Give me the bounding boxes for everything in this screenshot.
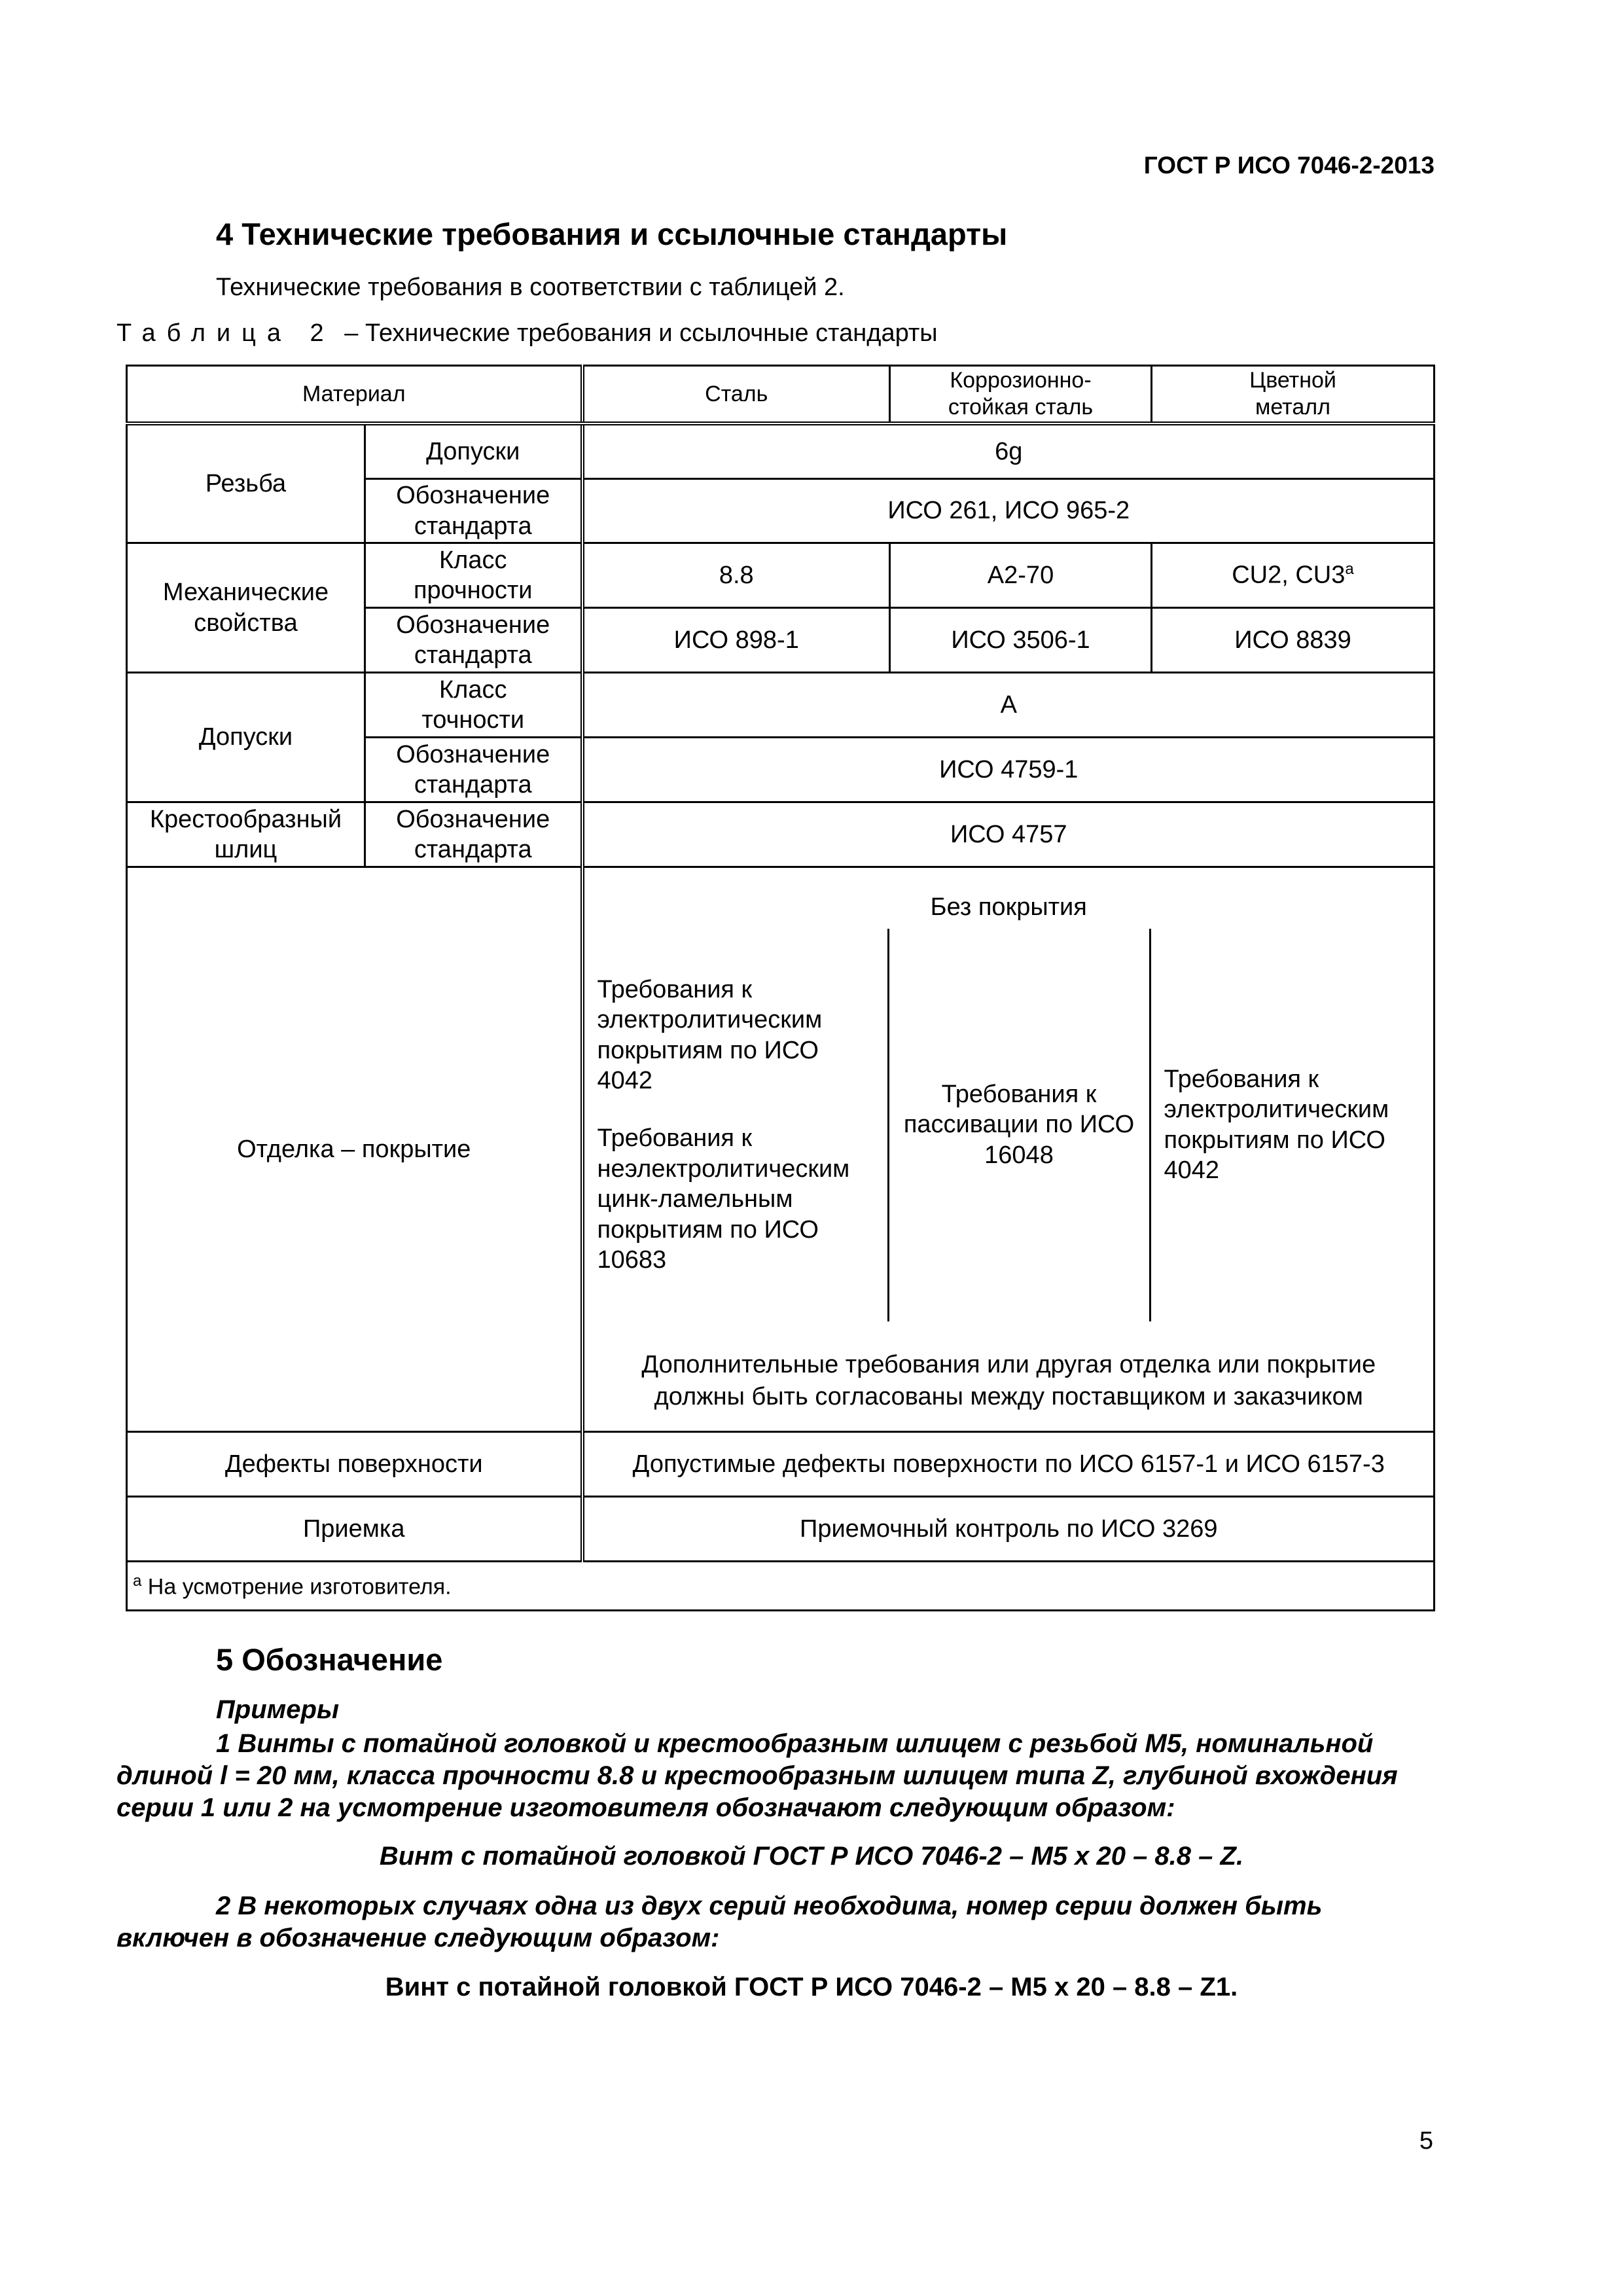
thread-standard-label: Обозначение стандарта bbox=[365, 479, 582, 543]
example-2-text: 2 В некоторых случаях одна из двух серий необходима, номер серии должен быть включен в обозначение следующим образом: bbox=[116, 1892, 1323, 1952]
recess-standard-value: ИСО 4757 bbox=[582, 802, 1435, 867]
mech-standard-label: Обозначение стандарта bbox=[365, 608, 582, 673]
example-1-text: 1 Винты с потайной головкой и крестообразным шлицем с резьбой М5, номинальной длиной l = 20 мм, класса прочности 8.8 и крестообразным шлицем типа Z, глубиной вхождения серии 1 или 2 на усмотрение изготовителя обозначают следующим образом: bbox=[116, 1729, 1398, 1822]
table-row bbox=[127, 867, 1435, 1432]
example-2-designation: Винт с потайной головкой ГОСТ Р ИСО 7046-2 – М5 х 20 – 8.8 – Z1. bbox=[385, 1973, 1238, 2001]
mech-standard-stainless: ИСО 3506-1 bbox=[890, 608, 1152, 673]
finish-columns bbox=[584, 929, 1434, 1321]
defects-label: Дефекты поверхности bbox=[127, 1432, 582, 1497]
thread-tolerance-value: 6g bbox=[582, 423, 1435, 479]
mech-class-steel: 8.8 bbox=[582, 543, 890, 608]
table-caption-text: – Технические требования и ссылочные стандарты bbox=[344, 319, 938, 347]
footnote-ref: а bbox=[1345, 560, 1354, 579]
finish-note: Дополнительные требования или другая отделка или покрытие должны быть согласованы между поставщиком и заказчиком bbox=[641, 1350, 1376, 1410]
defects-value: Допустимые дефекты поверхности по ИСО 6157-1 и ИСО 6157-3 bbox=[582, 1432, 1435, 1497]
finish-no-coating: Без покрытия bbox=[930, 893, 1087, 921]
mech-class-label: Класс прочности bbox=[365, 543, 582, 608]
finish-stainless: Требования к пассивации по ИСО 16048 bbox=[889, 929, 1151, 1321]
section-5-title: 5 Обозначение bbox=[216, 1642, 443, 1677]
table-row bbox=[127, 673, 1435, 738]
table-row bbox=[127, 1432, 1435, 1497]
thread-tolerance-label: Допуски bbox=[365, 423, 582, 479]
examples-label: Примеры bbox=[216, 1695, 340, 1724]
table-footnote-row bbox=[127, 1562, 1435, 1611]
mech-class-nonferrous: CU2, $CU3^а$ bbox=[1152, 543, 1435, 608]
finish-steel bbox=[584, 929, 889, 1321]
finish-steel-electrolytic: Требования к электролитическим покрытиям по ИСО 4042 bbox=[597, 975, 823, 1095]
section-4-title: 4 Технические требования и ссылочные стандарты bbox=[216, 217, 1008, 251]
section-4-intro: Технические требования в соответствии с таблицей 2. bbox=[216, 274, 845, 301]
mech-group-label: Механические свойства bbox=[127, 543, 365, 673]
thread-standard-value: ИСО 261, ИСО 965-2 bbox=[582, 479, 1435, 543]
page-number: 5 bbox=[1419, 2127, 1433, 2155]
tolerances-class-value: A bbox=[582, 673, 1435, 738]
table-header-row bbox=[127, 366, 1435, 424]
finish-label: Отделка – покрытие bbox=[127, 867, 582, 1432]
tolerances-group-label: Допуски bbox=[127, 673, 365, 802]
finish-steel-zinc-flake: Требования к неэлектролитическим цинк-ламельным покрытиям по ИСО 10683 bbox=[597, 1124, 850, 1274]
acceptance-value: Приемочный контроль по ИСО 3269 bbox=[582, 1497, 1435, 1562]
header-steel: Сталь bbox=[582, 366, 890, 424]
table-row bbox=[127, 802, 1435, 867]
table-row bbox=[127, 423, 1435, 479]
table-row bbox=[127, 1497, 1435, 1562]
finish-nonferrous: Требования к электролитическим покрытиям по ИСО 4042 bbox=[1164, 1065, 1389, 1184]
recess-standard-label: Обозначение стандарта bbox=[365, 802, 582, 867]
table-caption-label: Таблица 2 bbox=[116, 319, 335, 347]
acceptance-label: Приемка bbox=[127, 1497, 582, 1562]
mech-standard-nonferrous: ИСО 8839 bbox=[1152, 608, 1435, 673]
tolerances-class-label: Класс точности bbox=[365, 673, 582, 738]
header-nonferrous: Цветной металл bbox=[1152, 366, 1435, 424]
mech-standard-steel: ИСО 898-1 bbox=[582, 608, 890, 673]
finish-cell bbox=[582, 867, 1435, 1432]
mech-class-stainless: A2-70 bbox=[890, 543, 1152, 608]
recess-group-label: Крестообразный шлиц bbox=[127, 802, 365, 867]
document-code: ГОСТ Р ИСО 7046-2-2013 bbox=[1143, 152, 1435, 179]
tolerances-standard-label: Обозначение стандарта bbox=[365, 738, 582, 802]
header-stainless: Коррозионно- стойкая сталь bbox=[890, 366, 1152, 424]
thread-group-label: Резьба bbox=[127, 423, 365, 543]
tolerances-standard-value: ИСО 4759-1 bbox=[582, 738, 1435, 802]
header-material: Материал bbox=[127, 366, 582, 424]
table-footnote: $^а$ На усмотрение изготовителя. bbox=[127, 1562, 1435, 1611]
example-1-designation: Винт с потайной головкой ГОСТ Р ИСО 7046-2 – М5 х 20 – 8.8 – Z. bbox=[379, 1842, 1244, 1871]
table-row bbox=[127, 543, 1435, 608]
requirements-table bbox=[126, 365, 1435, 1611]
table-caption bbox=[116, 319, 938, 348]
